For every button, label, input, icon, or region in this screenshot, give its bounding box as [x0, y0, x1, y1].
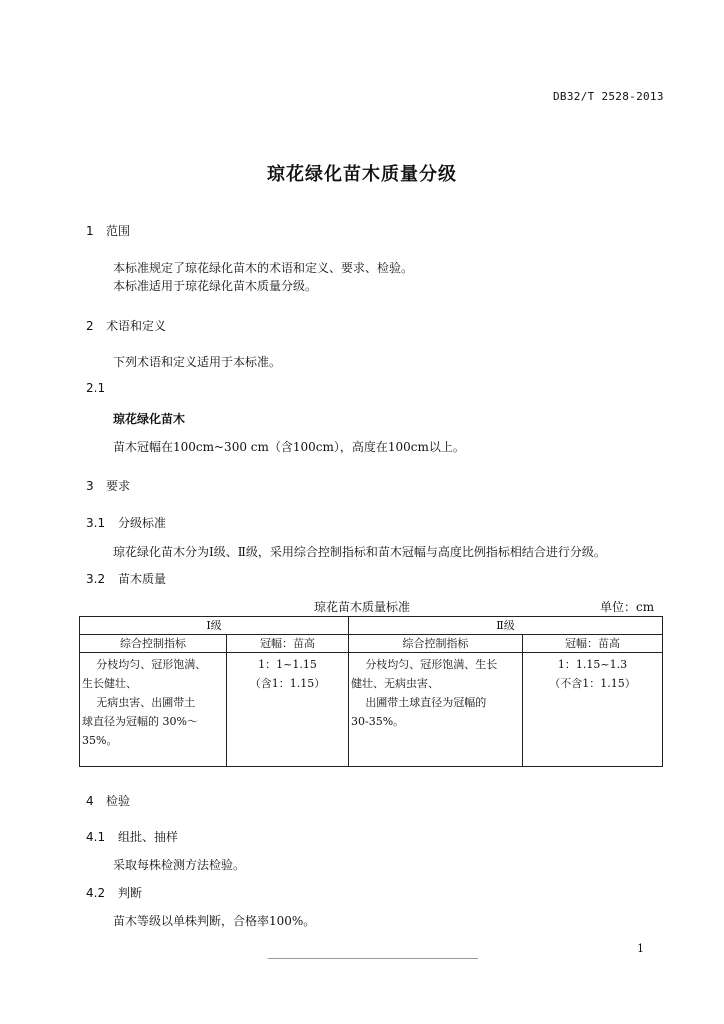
section-2-number: 2: [86, 319, 94, 333]
section-3-number: 3: [86, 479, 94, 493]
section-1-paragraph-1: 本标准规定了琼花绿化苗木的术语和定义、要求、检验。: [113, 261, 414, 275]
cell-line: 出圃带土球直径为冠幅的: [365, 696, 487, 709]
table-caption: 琼花苗木质量标准: [313, 600, 410, 614]
section-3-2-title: 苗木质量: [118, 572, 167, 586]
cell-line: （含1：1.15）: [249, 677, 326, 690]
section-3-1-title: 分级标准: [118, 516, 167, 530]
grade-2-header: Ⅱ级: [349, 617, 663, 635]
section-4-2-number: 4.2: [86, 886, 106, 900]
grade-2-index-header: 综合控制指标: [349, 635, 523, 653]
section-3-1-heading: [86, 514, 166, 531]
section-4-1-number: 4.1: [86, 830, 106, 844]
grade-1-header: Ⅰ级: [80, 617, 349, 635]
grade-2-ratio-header: 冠幅：苗高: [523, 635, 663, 653]
grade-1-ratio-cell: [227, 653, 349, 767]
cell-line: 生长健壮、: [82, 677, 137, 690]
cell-line: 35%。: [82, 734, 118, 747]
cell-line: 无病虫害、出圃带土: [96, 696, 196, 709]
grade-2-ratio-cell: [523, 653, 663, 767]
section-3-2-number: 3.2: [86, 572, 106, 586]
section-1-number: 1: [86, 224, 94, 238]
section-4-title: 检验: [106, 794, 131, 808]
grade-2-index-cell: [349, 653, 523, 767]
table-row: [80, 635, 663, 653]
table-unit: 单位：cm: [600, 600, 655, 614]
section-4-1-paragraph: 采取每株检测方法检验。: [113, 858, 246, 872]
grade-1-ratio-header: 冠幅：苗高: [227, 635, 349, 653]
section-4-2-heading: [86, 884, 142, 901]
document-code: DB32/T 2528-2013: [553, 90, 664, 103]
page-number: 1: [637, 942, 644, 955]
cell-line: 1：1~1.15: [258, 658, 317, 671]
section-4-1-heading: [86, 828, 178, 845]
term-heading: 琼花绿化苗木: [113, 412, 186, 426]
grade-1-index-header: 综合控制指标: [80, 635, 227, 653]
cell-line: 球直径为冠幅的 30%～: [82, 715, 198, 728]
section-3-title: 要求: [106, 479, 131, 493]
quality-table: [79, 616, 663, 767]
table-row: [80, 653, 663, 767]
term-definition: 苗木冠幅在100cm~300 cm（含100cm），高度在100cm以上。: [113, 440, 465, 454]
section-4-1-title: 组批、抽样: [118, 830, 179, 844]
section-2-1-number: 2.1: [86, 381, 106, 395]
section-3-heading: [86, 477, 130, 494]
document-title: 琼花绿化苗木质量分级: [267, 164, 457, 185]
section-2-heading: [86, 317, 166, 334]
section-3-2-heading: [86, 570, 166, 587]
section-3-1-number: 3.1: [86, 516, 106, 530]
section-4-2-title: 判断: [118, 886, 143, 900]
section-1-title: 范围: [106, 224, 131, 238]
section-4-heading: [86, 792, 130, 809]
section-4-number: 4: [86, 794, 94, 808]
section-4-2-paragraph: 苗木等级以单株判断，合格率100%。: [113, 914, 316, 928]
section-2-paragraph: 下列术语和定义适用于本标准。: [113, 355, 282, 369]
section-3-1-paragraph: 琼花绿化苗木分为Ⅰ级、Ⅱ级，采用综合控制指标和苗木冠幅与高度比例指标相结合进行分级。: [113, 545, 606, 559]
cell-line: 健壮、无病虫害、: [351, 677, 440, 690]
cell-line: 30-35%。: [351, 715, 405, 728]
section-1-heading: [86, 222, 130, 239]
cell-line: 分枝均匀、冠形饱满、: [96, 658, 207, 671]
table-row: [80, 617, 663, 635]
cell-line: （不含1：1.15）: [549, 677, 636, 690]
footer-divider: [268, 958, 478, 959]
cell-line: 分枝均匀、冠形饱满、生长: [365, 658, 498, 671]
section-1-paragraph-2: 本标准适用于琼花绿化苗木质量分级。: [113, 279, 318, 293]
cell-line: 1：1.15~1.3: [557, 658, 628, 671]
section-2-title: 术语和定义: [106, 319, 167, 333]
grade-1-index-cell: [80, 653, 227, 767]
